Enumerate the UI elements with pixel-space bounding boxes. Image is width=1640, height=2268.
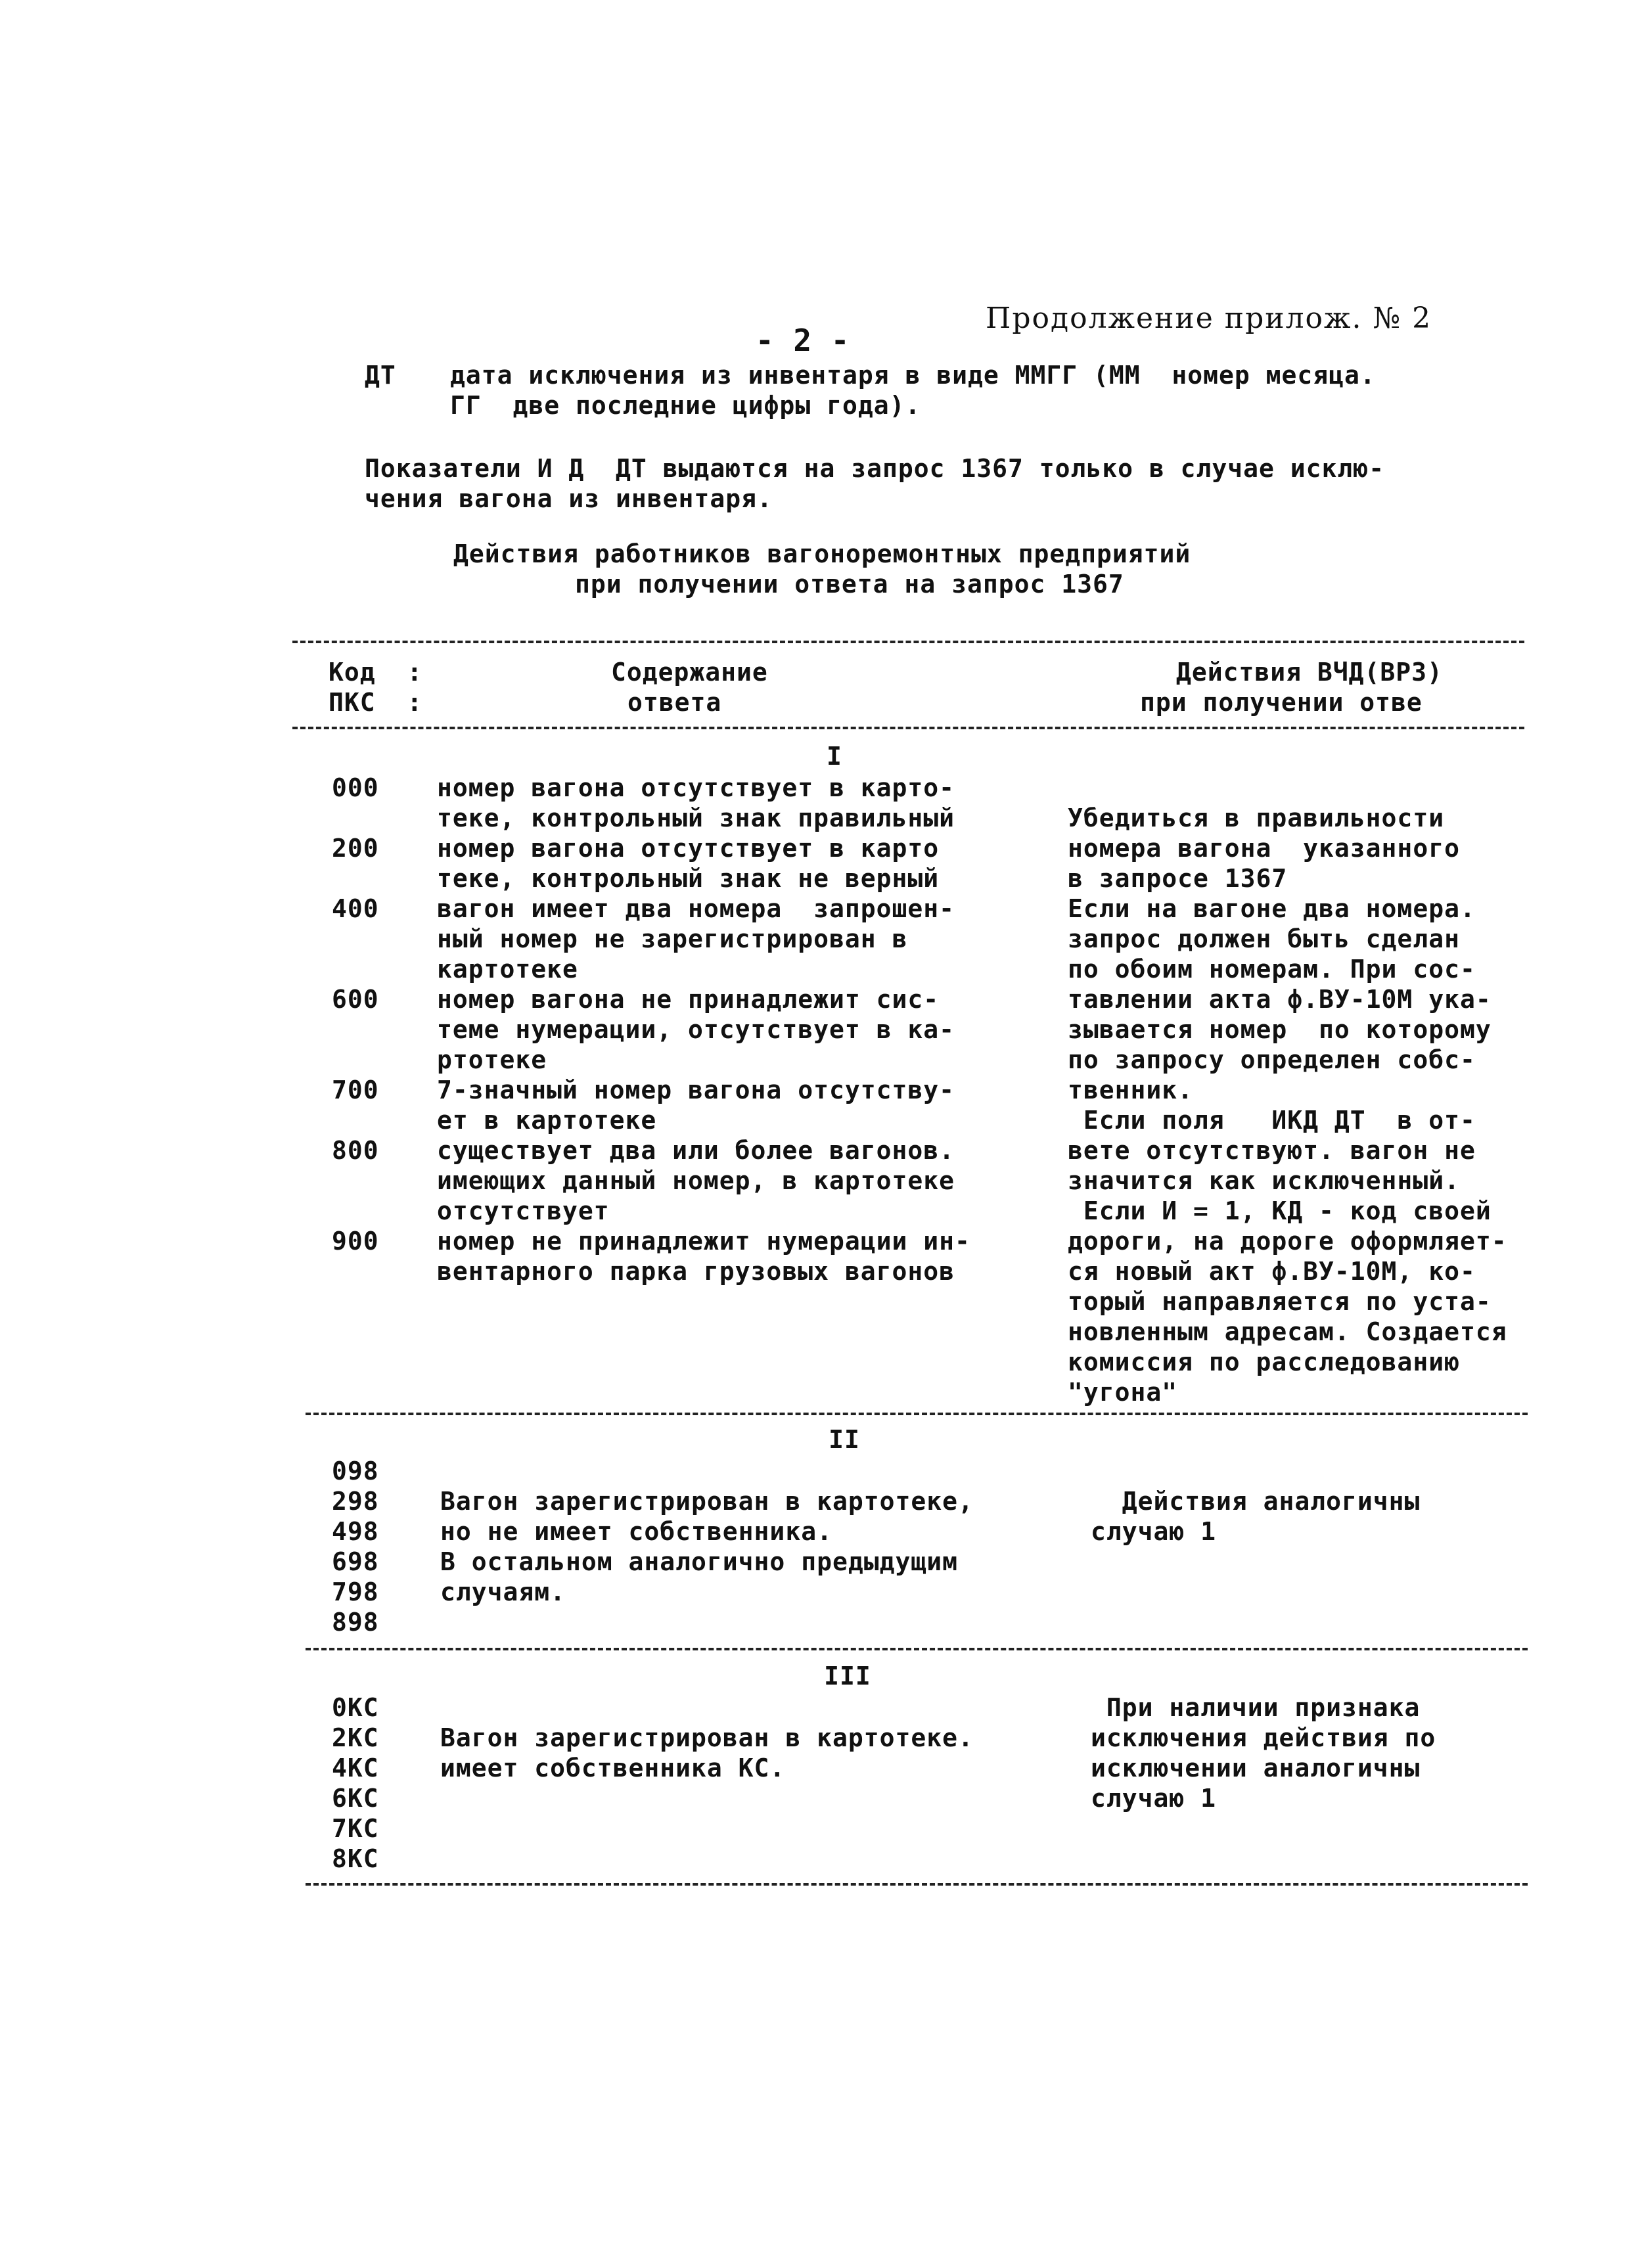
action-line: в запросе 1367 [1068,864,1288,893]
row-code: 400 [332,894,379,923]
note-line1: Показатели И Д ДТ выдаются на запрос 1367 только в случае исклю- [365,454,1385,483]
row-text-line: существует два или более вагонов. [437,1136,955,1165]
note-line2: чения вагона из инвентаря. [365,484,773,513]
action-line: исключении аналогичны [1091,1754,1421,1782]
action-line: Если на вагоне два номера. [1068,894,1476,923]
col-code-header-line1: Код : [329,658,423,687]
table-header-rule [292,727,1524,729]
col-content-header-line1: Содержание [611,658,768,687]
row-code: 800 [332,1136,379,1165]
section-2-rule [306,1648,1528,1650]
section-heading-line2: при получении ответа на запрос 1367 [575,570,1124,599]
row-code: 298 [332,1487,379,1516]
action-line: Если И = 1, КД - код своей [1068,1196,1492,1225]
action-line: Действия аналогичны [1091,1487,1421,1516]
action-line: вете отсутствуют. вагон не [1068,1136,1476,1165]
row-text-line: случаям. [440,1577,566,1606]
dt-definition-line1: дата исключения из инвентаря в виде ММГГ (ММ номер месяца. [450,361,1376,390]
row-text-line: вентарного парка грузовых вагонов [437,1257,955,1286]
row-code: 6КС [332,1784,379,1813]
row-code: 098 [332,1457,379,1486]
row-code: 2КС [332,1723,379,1752]
row-text-line: имеет собственника КС. [440,1754,786,1782]
action-line: случаю 1 [1091,1784,1217,1813]
action-line: торый направляется по уста- [1068,1287,1492,1316]
col-action-header-line2: при получении отве [1140,688,1423,717]
row-text-line: теке, контрольный знак правильный [437,804,955,832]
row-code: 698 [332,1547,379,1576]
row-text-line: отсутствует [437,1196,610,1225]
row-text-line: Вагон зарегистрирован в картотеке. [440,1723,974,1752]
action-line: Убедиться в правильности [1068,804,1445,832]
section-3-numeral: III [824,1662,871,1690]
row-code: 7КС [332,1814,379,1843]
row-code: 898 [332,1608,379,1637]
row-code: 700 [332,1076,379,1104]
action-line: комиссия по расследованию [1068,1348,1460,1376]
continuation-label: Продолжение прилож. № 2 [986,302,1432,335]
action-line: номера вагона указанного [1068,834,1460,863]
dt-definition-line2: ГГ две последние цифры года). [450,391,921,420]
row-text-line: В остальном аналогично предыдущим [440,1547,958,1576]
row-text-line: картотеке [437,955,578,984]
row-code: 0КС [332,1693,379,1722]
action-line: значится как исключенный. [1068,1166,1460,1195]
row-text-line: но не имеет собственника. [440,1517,832,1546]
row-code: 000 [332,773,379,802]
row-text-line: ртотеке [437,1045,547,1074]
row-text-line: номер не принадлежит нумерации ин- [437,1227,970,1256]
col-content-header-line2: ответа [627,688,722,717]
section-1-rule [306,1413,1528,1415]
section-heading-line1: Действия работников вагоноремонтных предприятий [453,539,1191,568]
action-line: случаю 1 [1091,1517,1217,1546]
row-code: 900 [332,1227,379,1256]
page-number: - 2 - [756,323,850,358]
row-text-line: ный номер не зарегистрирован в [437,924,908,953]
action-line: исключения действия по [1091,1723,1436,1752]
row-text-line: номер вагона отсутствует в карто [437,834,940,863]
table-top-rule [292,641,1524,643]
action-line: дороги, на дороге оформляет- [1068,1227,1507,1256]
section-2-numeral: II [829,1425,860,1454]
action-line: новленным адресам. Создается [1068,1317,1507,1346]
row-code: 600 [332,985,379,1014]
table-bottom-rule [306,1883,1528,1886]
row-text-line: Вагон зарегистрирован в картотеке, [440,1487,974,1516]
row-text-line: номер вагона отсутствует в карто- [437,773,955,802]
action-line: "угона" [1068,1378,1178,1407]
row-code: 798 [332,1577,379,1606]
row-code: 4КС [332,1754,379,1782]
action-line: твенник. [1068,1076,1194,1104]
row-code: 498 [332,1517,379,1546]
dt-code: ДТ [365,361,396,390]
action-line: При наличии признака [1091,1693,1421,1722]
section-1-numeral: I [827,742,842,771]
action-line: по запросу определен собс- [1068,1045,1476,1074]
row-text-line: теке, контрольный знак не верный [437,864,940,893]
row-code: 200 [332,834,379,863]
row-text-line: вагон имеет два номера запрошен- [437,894,955,923]
action-line: ся новый акт ф.ВУ-10М, ко- [1068,1257,1476,1286]
action-line: зывается номер по которому [1068,1015,1492,1044]
row-text-line: ет в картотеке [437,1106,657,1135]
row-text-line: номер вагона не принадлежит сис- [437,985,940,1014]
row-code: 8КС [332,1844,379,1873]
action-line: тавлении акта ф.ВУ-10М ука- [1068,985,1492,1014]
row-text-line: 7-значный номер вагона отсутству- [437,1076,955,1104]
action-line: запрос должен быть сделан [1068,924,1460,953]
col-action-header-line1: Действия ВЧД(ВРЗ) [1176,658,1443,687]
action-line: Если поля ИКД ДТ в от- [1068,1106,1476,1135]
row-text-line: теме нумерации, отсутствует в ка- [437,1015,955,1044]
action-line: по обоим номерам. При сос- [1068,955,1476,984]
col-code-header-line2: ПКС : [329,688,423,717]
row-text-line: имеющих данный номер, в картотеке [437,1166,955,1195]
